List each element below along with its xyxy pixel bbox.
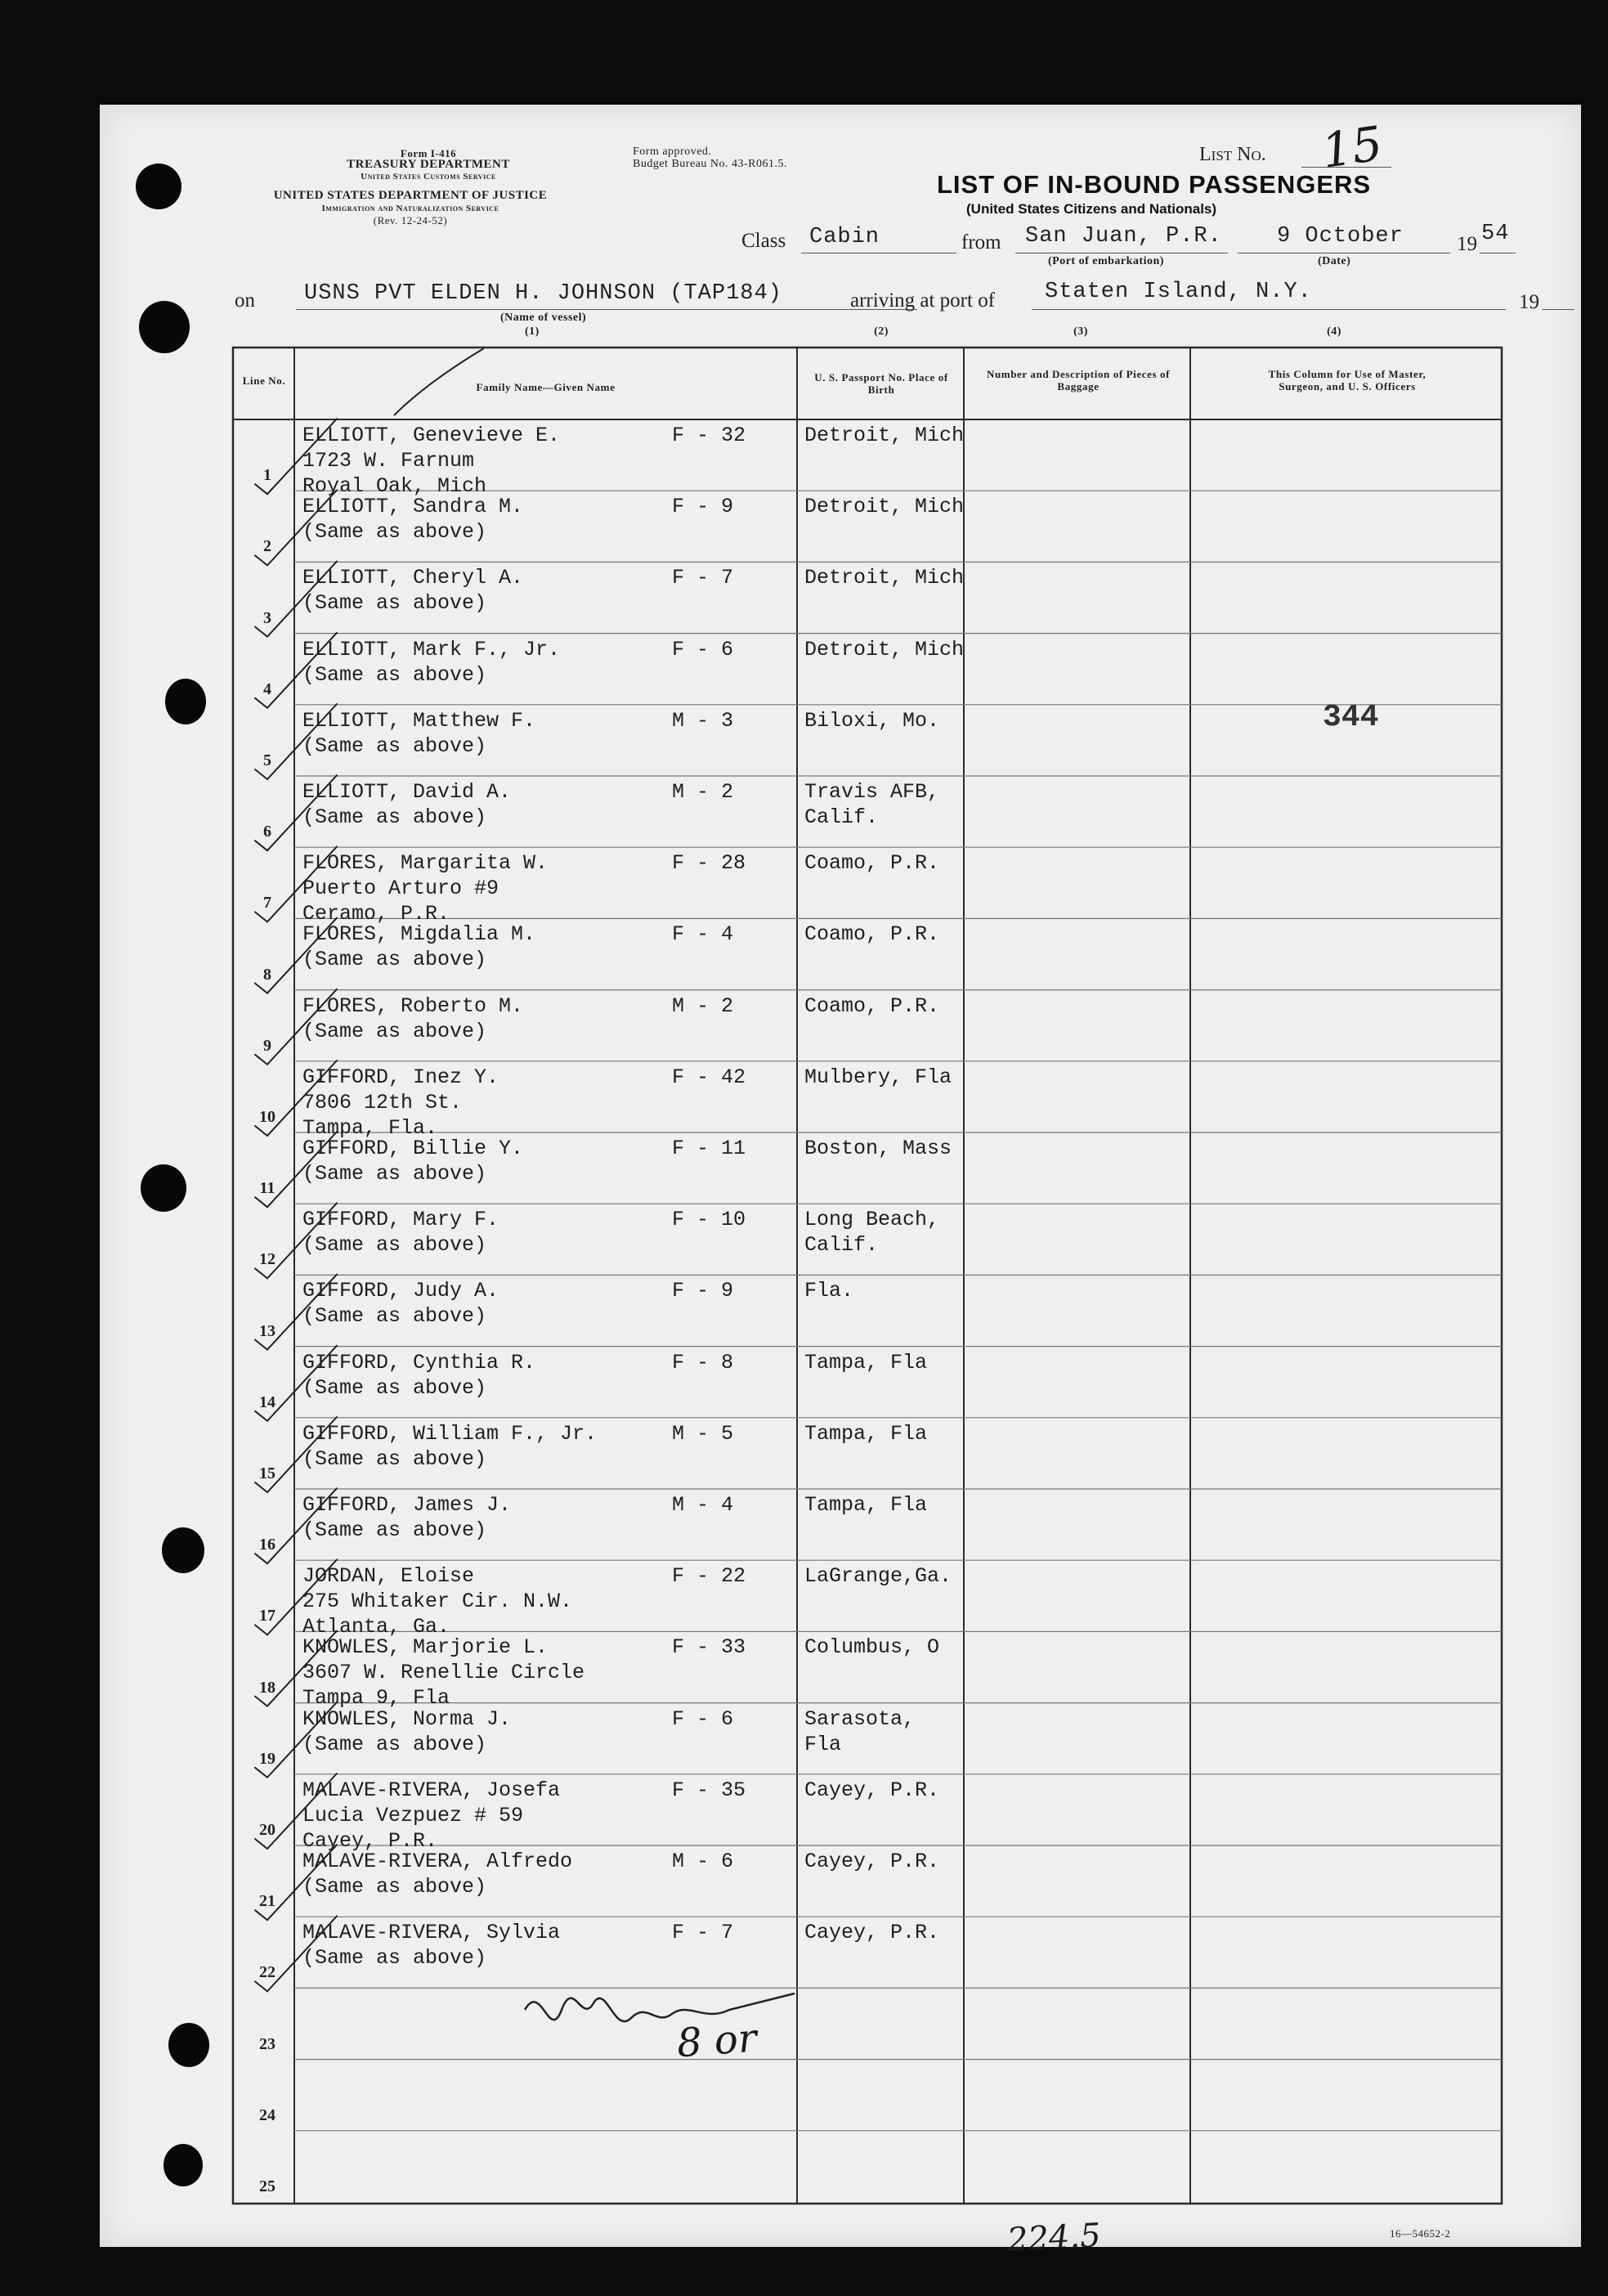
line-number: 7: [263, 894, 271, 913]
passenger-name: FLORES, Migdalia M. (Same as above): [302, 922, 536, 972]
check-mark: [255, 1559, 337, 1635]
passenger-name: ELLIOTT, Mark F., Jr. (Same as above): [302, 637, 561, 687]
agency-treasury: TREASURY DEPARTMENT: [347, 158, 510, 171]
vessel-col-num: (1): [525, 325, 540, 338]
passenger-sex-age: M - 3: [672, 708, 734, 733]
line-number: 8: [263, 965, 271, 984]
signature-tally: 8 or: [675, 2015, 759, 2067]
line-number: 15: [259, 1464, 275, 1482]
check-mark: [255, 775, 337, 850]
check-mark: [255, 1061, 337, 1136]
passenger-sex-age: F - 9: [672, 1279, 734, 1303]
agency-justice: UNITED STATES DEPARTMENT OF JUSTICE: [273, 189, 548, 202]
passenger-birthplace: Tampa, Fla: [804, 1350, 928, 1374]
passenger-name: KNOWLES, Norma J. (Same as above): [302, 1706, 512, 1756]
passenger-sex-age: F - 22: [672, 1564, 746, 1589]
line-number: 19: [259, 1749, 275, 1768]
port-embarkation-caption: (Port of embarkation): [1048, 255, 1164, 267]
check-mark: [255, 633, 337, 708]
check-mark: [255, 1845, 337, 1920]
col-num-2: (2): [874, 325, 889, 338]
passenger-birthplace: Biloxi, Mo.: [804, 708, 940, 733]
year-prefix: 19: [1457, 233, 1477, 255]
line-number: 16: [259, 1536, 275, 1554]
page-title: LIST OF IN-BOUND PASSENGERS: [937, 170, 1372, 199]
check-mark: [255, 1702, 337, 1778]
passenger-name: JORDAN, Eloise 275 Whitaker Cir. N.W. Atlanta, Ga.: [302, 1564, 573, 1639]
arrival-port: Staten Island, N.Y.: [1045, 280, 1312, 304]
passenger-birthplace: Tampa, Fla: [804, 1421, 928, 1446]
agency-ins: Immigration and Naturalization Service: [321, 204, 499, 213]
class-value: Cabin: [809, 225, 880, 249]
vessel-name: USNS PVT ELDEN H. JOHNSON (TAP184): [304, 281, 782, 306]
passenger-sex-age: M - 2: [672, 780, 734, 804]
check-mark: [255, 1916, 337, 1991]
from-label: from: [961, 231, 1001, 253]
header-line-no: Line No.: [242, 374, 286, 387]
col-num-3: (3): [1073, 325, 1088, 338]
line-number: 9: [263, 1036, 271, 1055]
passenger-sex-age: F - 42: [672, 1065, 746, 1089]
passenger-sex-age: F - 4: [672, 922, 734, 947]
passenger-name: ELLIOTT, David A. (Same as above): [302, 780, 512, 829]
arriving-label: arriving at port of: [850, 289, 996, 312]
passenger-sex-age: F - 6: [672, 637, 734, 661]
passenger-name: ELLIOTT, Matthew F. (Same as above): [302, 708, 536, 758]
passenger-name: GIFFORD, Judy A. (Same as above): [302, 1279, 499, 1329]
passenger-sex-age: F - 9: [672, 495, 734, 519]
passenger-name: FLORES, Margarita W. Puerto Arturo #9 Ceramo, P.R.: [302, 851, 549, 926]
check-mark: [255, 1275, 337, 1350]
passenger-sex-age: F - 28: [672, 851, 746, 876]
check-mark: [255, 989, 337, 1065]
on-label: on: [235, 289, 255, 312]
passenger-name: ELLIOTT, Cheryl A. (Same as above): [302, 566, 524, 616]
line-number: 25: [259, 2177, 275, 2195]
passenger-birthplace: Tampa, Fla: [804, 1493, 928, 1517]
class-label: Class: [741, 230, 786, 252]
line-number: 11: [259, 1179, 275, 1198]
passenger-birthplace: Detroit, Mich: [804, 424, 965, 447]
header-officers: This Column for Use of Master, Surgeon, and U. S. Officers: [1268, 368, 1427, 392]
passenger-name: MALAVE-RIVERA, Sylvia (Same as above): [302, 1921, 561, 1971]
passenger-birthplace: Cayey, P.R.: [804, 1850, 940, 1873]
check-mark: [255, 562, 337, 637]
passenger-name: MALAVE-RIVERA, Josefa Lucia Vezpuez # 59 Cayey, P.R.: [302, 1778, 561, 1853]
line-number: 23: [259, 2034, 275, 2053]
check-mark: [255, 918, 337, 993]
passenger-birthplace: Detroit, Mich: [804, 637, 965, 661]
form-revision: (Rev. 12-24-52): [373, 214, 448, 226]
list-no-label: List No.: [1199, 144, 1266, 165]
form-sheet: [100, 105, 1581, 2259]
line-number: 17: [259, 1607, 275, 1626]
passenger-birthplace: Coamo, P.R.: [804, 851, 940, 876]
passenger-sex-age: F - 11: [672, 1137, 746, 1160]
header-baggage: Number and Description of Pieces of Baggage: [986, 368, 1171, 392]
line-number: 22: [259, 1963, 275, 1982]
line-number: 4: [263, 679, 271, 698]
check-mark: [255, 1417, 337, 1492]
year-value: 54: [1481, 222, 1510, 246]
passenger-name: ELLIOTT, Genevieve E. 1723 W. Farnum Royal Oak, Mich: [302, 424, 561, 498]
passenger-name: FLORES, Roberto M. (Same as above): [302, 993, 524, 1043]
passenger-birthplace: Travis AFB, Calif.: [804, 780, 940, 829]
line-number: 24: [259, 2105, 275, 2124]
passenger-name: GIFFORD, Cynthia R. (Same as above): [302, 1350, 536, 1400]
passenger-birthplace: Long Beach, Calif.: [804, 1208, 940, 1258]
col-num-4: (4): [1327, 325, 1341, 338]
page-subtitle: (United States Citizens and Nationals): [966, 201, 1217, 217]
passenger-name: GIFFORD, Inez Y. 7806 12th St. Tampa, Fla.: [302, 1065, 499, 1140]
check-mark: [255, 1203, 337, 1278]
form-approved: Form approved.: [633, 146, 712, 158]
line-number: 1: [263, 466, 271, 485]
check-mark: [255, 1132, 337, 1207]
line-number: 2: [263, 537, 271, 556]
check-mark: [255, 846, 337, 922]
header-passport: U. S. Passport No. Place of Birth: [814, 371, 948, 396]
officer-note: 344: [1323, 700, 1379, 735]
line-number: 20: [259, 1821, 275, 1839]
arrival-year-prefix: 19: [1519, 291, 1539, 313]
vessel-caption: (Name of vessel): [500, 312, 587, 324]
header-name: Family Name—Given Name: [476, 381, 616, 393]
passenger-birthplace: Mulbery, Fla: [804, 1065, 952, 1089]
passenger-name: GIFFORD, Mary F. (Same as above): [302, 1208, 499, 1258]
passenger-birthplace: Detroit, Mich: [804, 566, 965, 590]
agency-customs: United States Customs Service: [361, 172, 496, 182]
passenger-birthplace: Fla.: [804, 1279, 854, 1303]
budget-bureau: Budget Bureau No. 43-R061.5.: [633, 158, 787, 170]
passenger-birthplace: Boston, Mass: [804, 1137, 952, 1160]
passenger-sex-age: M - 6: [672, 1850, 734, 1873]
check-mark: [255, 419, 337, 494]
passenger-birthplace: Sarasota, Fla: [804, 1706, 916, 1756]
line-number: 12: [259, 1250, 275, 1269]
check-mark: [255, 1774, 337, 1849]
check-mark: [255, 1488, 337, 1563]
line-number: 3: [263, 608, 271, 627]
passenger-name: GIFFORD, William F., Jr. (Same as above): [302, 1421, 598, 1471]
passenger-name: MALAVE-RIVERA, Alfredo (Same as above): [302, 1850, 573, 1899]
passenger-sex-age: F - 6: [672, 1706, 734, 1731]
line-number: 10: [259, 1108, 275, 1126]
check-mark: [255, 704, 337, 779]
passenger-sex-age: F - 7: [672, 566, 734, 590]
from-value: San Juan, P.R.: [1025, 224, 1222, 249]
passenger-sex-age: M - 2: [672, 993, 734, 1018]
checkmark-strokes: [100, 105, 1581, 2247]
passenger-birthplace: Columbus, O: [804, 1635, 940, 1660]
list-no-value: 15: [1318, 115, 1386, 179]
passenger-sex-age: M - 4: [672, 1493, 734, 1517]
passenger-name: GIFFORD, James J. (Same as above): [302, 1493, 512, 1542]
passenger-name: KNOWLES, Marjorie L. 3607 W. Renellie Circle Tampa 9, Fla: [302, 1635, 585, 1711]
passenger-name: ELLIOTT, Sandra M. (Same as above): [302, 495, 524, 545]
passenger-sex-age: F - 33: [672, 1635, 746, 1660]
line-number: 13: [259, 1321, 275, 1340]
line-number: 5: [263, 751, 271, 769]
passenger-birthplace: Cayey, P.R.: [804, 1778, 940, 1802]
passenger-birthplace: LaGrange,Ga.: [804, 1564, 952, 1589]
bottom-handwriting: 224.5: [1006, 2217, 1102, 2259]
passenger-sex-age: F - 35: [672, 1778, 746, 1802]
passenger-sex-age: F - 7: [672, 1921, 734, 1945]
form-number: Form I-416: [400, 147, 457, 159]
passenger-sex-age: M - 5: [672, 1421, 734, 1446]
line-number: 21: [259, 1892, 275, 1911]
date-value: 9 October: [1277, 224, 1404, 249]
passenger-sex-age: F - 10: [672, 1208, 746, 1232]
passenger-birthplace: Cayey, P.R.: [804, 1921, 940, 1945]
check-mark: [255, 1631, 337, 1706]
check-mark: [255, 1346, 337, 1421]
passenger-birthplace: Coamo, P.R.: [804, 993, 940, 1018]
passenger-sex-age: F - 32: [672, 424, 746, 447]
date-caption: (Date): [1318, 255, 1351, 267]
passenger-name: GIFFORD, Billie Y. (Same as above): [302, 1137, 524, 1186]
check-mark: [255, 490, 337, 565]
line-number: 18: [259, 1678, 275, 1697]
line-number: 14: [259, 1392, 275, 1411]
passenger-sex-age: F - 8: [672, 1350, 734, 1374]
footer-code: 16—54652-2: [1390, 2227, 1451, 2240]
passenger-birthplace: Detroit, Mich: [804, 495, 965, 519]
line-number: 6: [263, 823, 271, 841]
passenger-birthplace: Coamo, P.R.: [804, 922, 940, 947]
